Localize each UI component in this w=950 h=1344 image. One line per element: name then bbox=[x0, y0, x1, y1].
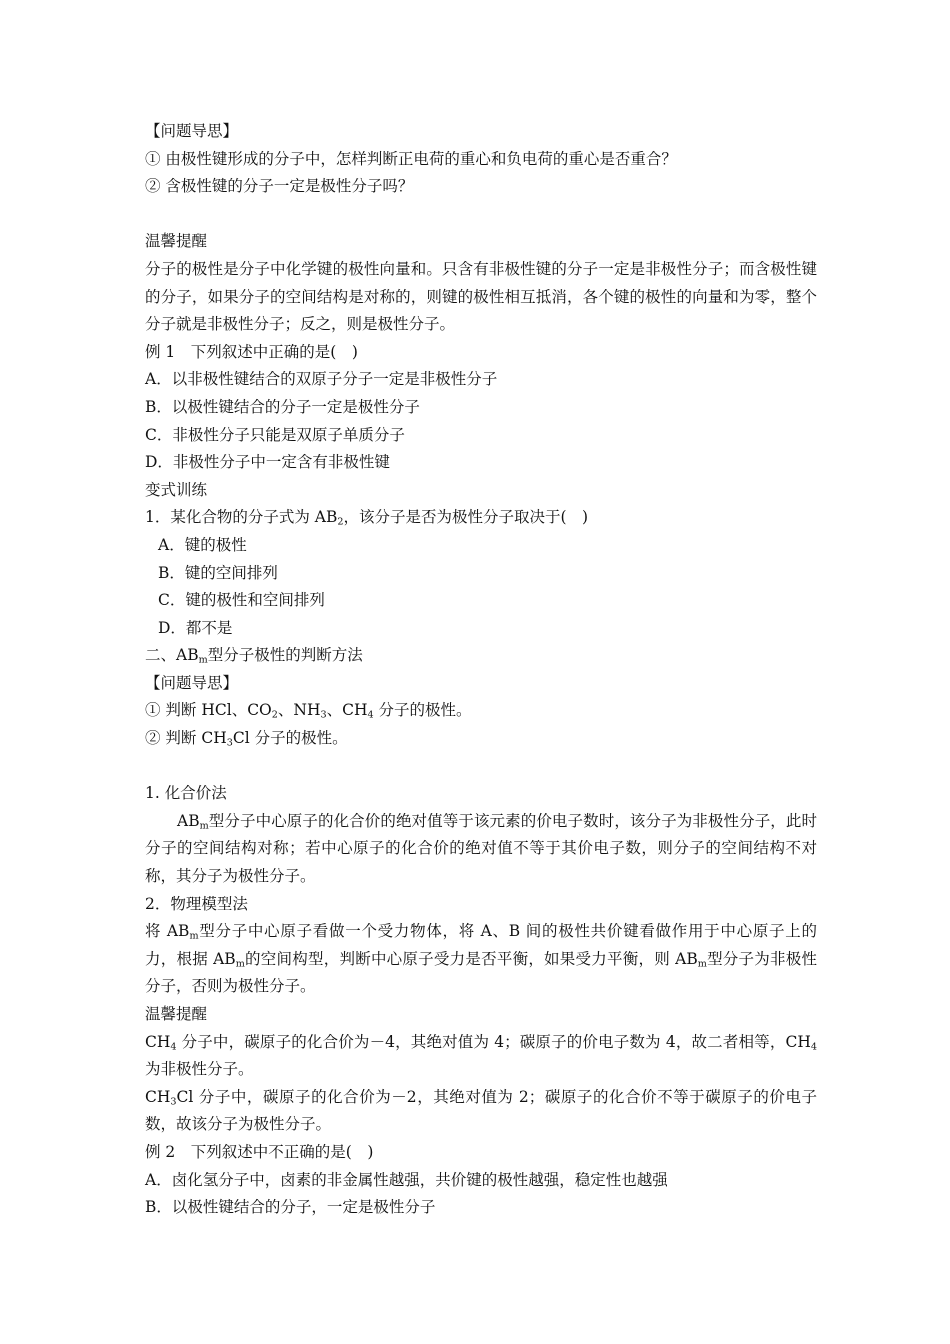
subscript: 2 bbox=[337, 516, 344, 528]
text-run: Cl 分子中，碳原子的化合价为－2，其绝对值为 2；碳原子的化合价不等于碳原子的价电子数，故该分子为极性分子。 bbox=[145, 1087, 817, 1134]
guide-question-1: ① 由极性键形成的分子中，怎样判断正电荷的重心和负电荷的重心是否重合？ bbox=[145, 149, 677, 168]
subscript: 4 bbox=[170, 1040, 177, 1052]
subscript: 3 bbox=[170, 1096, 177, 1108]
example-2-option-b: B．以极性键结合的分子，一定是极性分子 bbox=[145, 1198, 436, 1217]
practice-question bbox=[145, 504, 817, 532]
example-1-stem: 例 1 下列叙述中正确的是( ) bbox=[145, 342, 358, 361]
practice-option-a: A．键的极性 bbox=[158, 535, 247, 554]
tip-title: 温馨提醒 bbox=[145, 1005, 208, 1023]
guide-question-2: ② 含极性键的分子一定是极性分子吗？ bbox=[145, 177, 414, 196]
subscript: 4 bbox=[367, 709, 374, 721]
tip-title: 温馨提醒 bbox=[145, 232, 208, 251]
text-run: 型分子为非极性分子，否则为极性分子。 bbox=[145, 949, 817, 996]
text-run: 的空间构型，判断中心原子受力是否平衡，如果受力平衡，则 AB bbox=[244, 949, 698, 968]
text-run: 将 AB bbox=[145, 922, 190, 941]
text-run: ② 判断 CH bbox=[145, 729, 227, 748]
subscript: m bbox=[235, 958, 245, 970]
guide-question-1 bbox=[145, 697, 817, 725]
text-run: AB bbox=[177, 811, 200, 830]
text-run: 、CH bbox=[326, 701, 368, 720]
section-heading: 【问题导思】 bbox=[145, 122, 239, 140]
method-2-body bbox=[145, 918, 817, 1001]
subscript: m bbox=[199, 820, 209, 832]
practice-option-d: D．都不是 bbox=[158, 618, 233, 637]
subscript: 4 bbox=[810, 1040, 817, 1052]
practice-option-c: C．键的极性和空间排列 bbox=[158, 591, 325, 610]
text-run: 分子的极性。 bbox=[373, 701, 472, 720]
example-2-stem: 例 2 下列叙述中不正确的是( ) bbox=[145, 1142, 374, 1161]
guide-question-2 bbox=[145, 725, 817, 753]
practice-question-text: 1．某化合物的分子式为 AB bbox=[145, 508, 338, 527]
subscript: 2 bbox=[271, 709, 278, 721]
practice-question-text: ，该分子是否为极性分子取决于( ) bbox=[343, 508, 589, 527]
blank-line bbox=[145, 753, 817, 781]
example-1-option-c: C．非极性分子只能是双原子单质分子 bbox=[145, 425, 405, 444]
tip-paragraph-1 bbox=[145, 1029, 817, 1084]
text-run: CH bbox=[145, 1032, 171, 1051]
section-2-title bbox=[145, 642, 817, 670]
subscript: m bbox=[189, 930, 199, 942]
text-run: 为非极性分子。 bbox=[145, 1060, 254, 1079]
text-run: 型分子中心原子看做一个受力物体，将 A、B 间的极性共价键看做作用于中心原子上的力，根据 AB bbox=[145, 922, 817, 968]
text-run: 、NH bbox=[277, 701, 321, 720]
text-run: Cl 分子的极性。 bbox=[232, 729, 348, 748]
example-2-option-a: A．卤化氢分子中，卤素的非金属性越强，共价键的极性越强，稳定性也越强 bbox=[145, 1170, 668, 1189]
practice-title: 变式训练 bbox=[145, 480, 208, 499]
tip-body: 分子的极性是分子中化学键的极性向量和。只含有非极性键的分子一定是非极性分子；而含极性键的分子，如果分子的空间结构是对称的，则键的极性相互抵消，各个键的极性的向量和为零，整个分子就是非极性分子；反之，则是极性分子。 bbox=[145, 259, 817, 334]
example-1-option-d: D．非极性分子中一定含有非极性键 bbox=[145, 453, 390, 472]
document-page bbox=[145, 118, 817, 1222]
blank-line bbox=[145, 201, 817, 229]
tip-paragraph-2 bbox=[145, 1084, 817, 1139]
method-1-body bbox=[145, 808, 817, 891]
subscript: m bbox=[198, 654, 208, 666]
section-heading: 【问题导思】 bbox=[145, 673, 239, 692]
method-2-title: 2．物理模型法 bbox=[145, 894, 248, 913]
text-run: 型分子中心原子的化合价的绝对值等于该元素的价电子数时，该分子为非极性分子，此时分子的空间结构对称；若中心原子的化合价的绝对值不等于其价电子数，则分子的空间结构不对称，其分子为极性分子。 bbox=[145, 811, 817, 886]
example-1-option-a: A．以非极性键结合的双原子分子一定是非极性分子 bbox=[145, 370, 498, 389]
method-1-title: 1. 化合价法 bbox=[145, 784, 227, 803]
text-run: ① 判断 HCl、CO bbox=[145, 701, 272, 720]
text-run: CH bbox=[145, 1087, 171, 1106]
subscript: 3 bbox=[226, 737, 233, 749]
text-run: 分子中，碳原子的化合价为－4，其绝对值为 4；碳原子的价电子数为 4，故二者相等，CH bbox=[176, 1032, 811, 1051]
section-2-title-text: 二、AB bbox=[145, 646, 199, 665]
subscript: m bbox=[697, 958, 707, 970]
subscript: 3 bbox=[320, 709, 327, 721]
example-1-option-b: B．以极性键结合的分子一定是极性分子 bbox=[145, 397, 420, 416]
practice-option-b: B．键的空间排列 bbox=[158, 563, 278, 582]
section-2-title-text: 型分子极性的判断方法 bbox=[207, 646, 363, 665]
